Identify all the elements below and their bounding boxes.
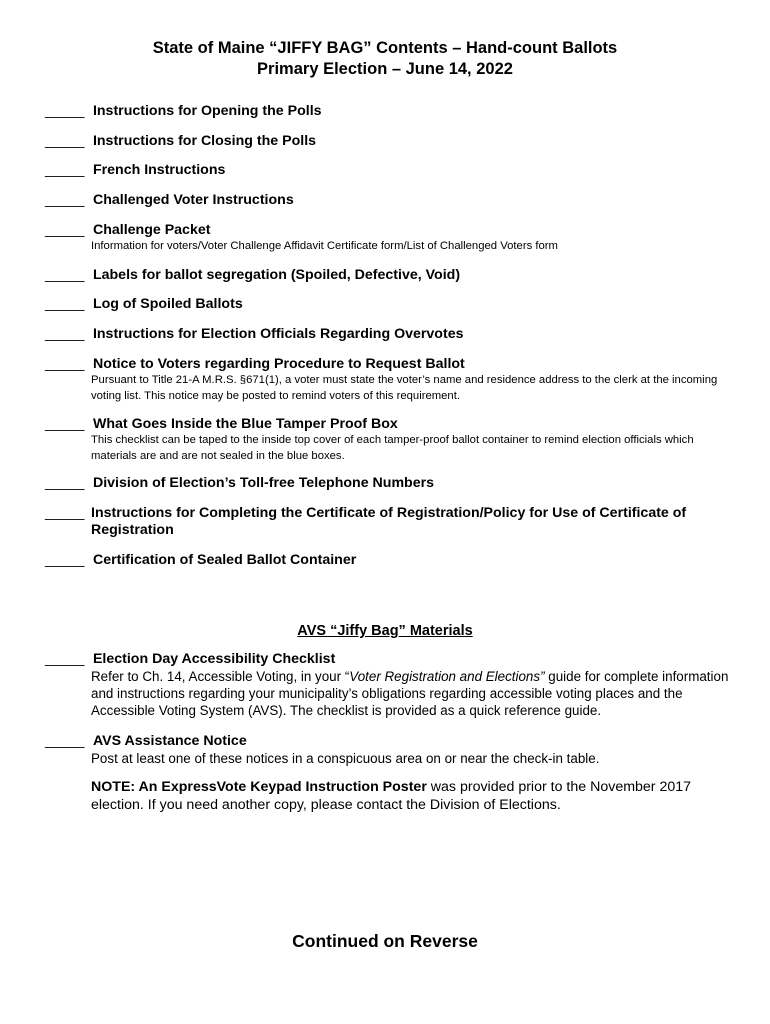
avs-text-before: Refer to Ch. 14, Accessible Voting, in your “ bbox=[91, 669, 350, 684]
checklist-item-label: Certification of Sealed Ballot Container bbox=[92, 552, 357, 568]
checklist-item bbox=[45, 296, 735, 313]
checklist-item-note: This checklist can be taped to the inside top cover of each tamper-proof ballot container to remind election officials which materials are and are not sealed in the blue boxes. bbox=[91, 434, 694, 462]
checkbox-blank: _____ bbox=[45, 733, 85, 749]
checklist-item bbox=[45, 192, 735, 209]
checklist-item bbox=[45, 475, 735, 492]
checklist-item bbox=[45, 103, 735, 120]
checklist-item-label: French Instructions bbox=[92, 162, 226, 178]
checklist-item-label: Challenged Voter Instructions bbox=[92, 192, 294, 208]
checkbox-blank: _____ bbox=[45, 552, 85, 568]
checklist-item bbox=[45, 552, 735, 569]
checklist-item bbox=[45, 505, 735, 539]
checklist-item-note: Information for voters/Voter Challenge Affidavit Certificate form/List of Challenged Voters form bbox=[91, 240, 558, 252]
checklist-item bbox=[45, 133, 735, 150]
checklist-item bbox=[45, 267, 735, 284]
avs-item-label: Election Day Accessibility Checklist bbox=[92, 651, 336, 667]
checklist-item-label: Instructions for Completing the Certificate of Registration/Policy for Use of Certificate of Registration bbox=[91, 505, 687, 538]
checklist-item-label: Instructions for Opening the Polls bbox=[92, 103, 322, 119]
checkbox-blank: _____ bbox=[45, 505, 85, 521]
checkbox-blank: _____ bbox=[45, 416, 85, 432]
avs-item-label: AVS Assistance Notice bbox=[92, 733, 247, 749]
avs-text-after: guide for complete information and instructions regarding your municipality’s obligations regarding accessible voting places and the Accessible Voting System (AVS). The checklist is provided as a quick reference guide. bbox=[91, 669, 729, 718]
avs-section-heading: AVS “Jiffy Bag” Materials bbox=[297, 623, 473, 639]
guide-title: Voter Registration and Elections” bbox=[349, 669, 545, 684]
checkbox-blank: _____ bbox=[45, 475, 85, 491]
checkbox-blank: _____ bbox=[45, 222, 85, 238]
checkbox-blank: _____ bbox=[45, 267, 85, 283]
checklist-item-label: Instructions for Closing the Polls bbox=[92, 133, 317, 149]
continued-on-reverse: Continued on Reverse bbox=[292, 931, 478, 951]
page-subtitle: Primary Election – June 14, 2022 bbox=[257, 60, 513, 78]
checkbox-blank: _____ bbox=[45, 356, 85, 372]
express-vote-note bbox=[91, 779, 731, 814]
checklist-item-label: Notice to Voters regarding Procedure to Request Ballot bbox=[92, 356, 465, 372]
checklist-item bbox=[45, 356, 735, 373]
checklist-item-note: Pursuant to Title 21-A M.R.S. §671(1), a voter must state the voter’s name and residence address to the clerk at the incoming voting list. This notice may be posted to remind voters of this requirement. bbox=[91, 374, 718, 402]
avs-item bbox=[45, 651, 735, 668]
checkbox-blank: _____ bbox=[45, 103, 85, 119]
checklist-item bbox=[45, 326, 735, 343]
note-text: was provided prior to the November 2017 election. If you need another copy, please contact the Division of Elections. bbox=[91, 779, 692, 813]
avs-item-description bbox=[91, 668, 731, 719]
checklist-item bbox=[45, 222, 735, 239]
checkbox-blank: _____ bbox=[45, 133, 85, 149]
avs-item bbox=[45, 733, 735, 750]
checkbox-blank: _____ bbox=[45, 296, 85, 312]
avs-item-description: Post at least one of these notices in a conspicuous area on or near the check-in table. bbox=[91, 751, 600, 766]
checkbox-blank: _____ bbox=[45, 326, 85, 342]
checklist-item-label: What Goes Inside the Blue Tamper Proof Box bbox=[92, 416, 398, 432]
checklist-item-label: Instructions for Election Officials Regarding Overvotes bbox=[92, 326, 464, 342]
checklist-item-label: Division of Election’s Toll-free Telephone Numbers bbox=[92, 475, 435, 491]
checklist-item-label: Log of Spoiled Ballots bbox=[92, 296, 243, 312]
page-title: State of Maine “JIFFY BAG” Contents – Hand-count Ballots bbox=[152, 39, 618, 57]
checklist-item-label: Challenge Packet bbox=[92, 222, 211, 238]
note-bold: NOTE: An ExpressVote Keypad Instruction Poster bbox=[91, 779, 427, 795]
checkbox-blank: _____ bbox=[45, 162, 85, 178]
checkbox-blank: _____ bbox=[45, 192, 85, 208]
checklist-item bbox=[45, 416, 735, 433]
checklist-item-label: Labels for ballot segregation (Spoiled, Defective, Void) bbox=[92, 267, 461, 283]
checkbox-blank: _____ bbox=[45, 651, 85, 667]
checklist-item bbox=[45, 162, 735, 179]
